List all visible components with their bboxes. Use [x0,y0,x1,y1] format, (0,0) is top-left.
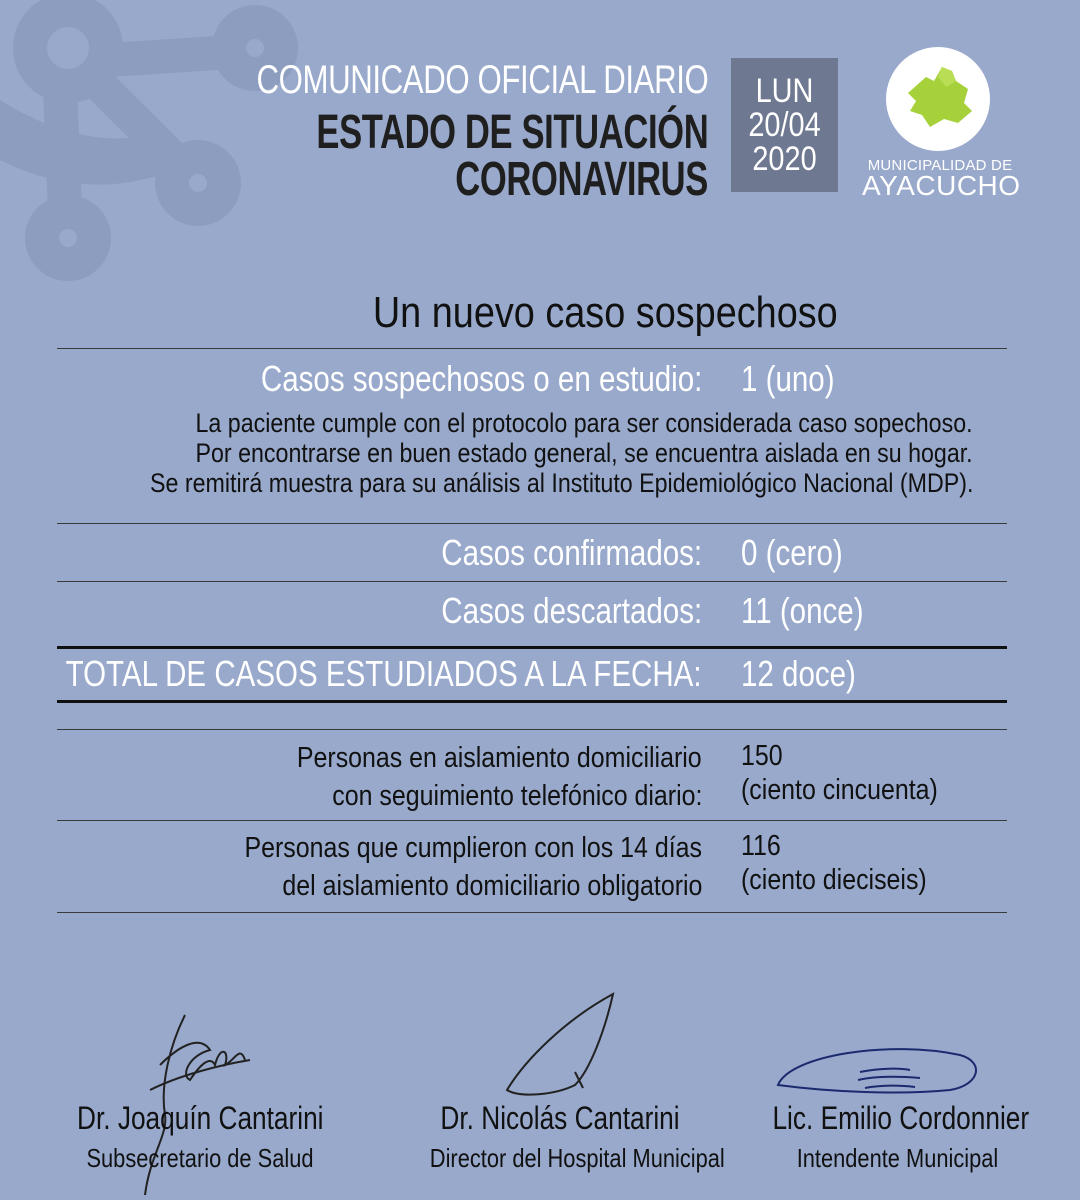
signature-block [50,1100,350,1174]
discarded-value: 11 (once) [741,590,864,631]
isolation-label-line1: Personas en aislamiento domiciliario [297,742,702,774]
isolation-label-line2: con seguimiento telefónico diario: [331,780,702,812]
total-label: TOTAL DE CASOS ESTUDIADOS A LA FECHA: [66,653,702,694]
divider [57,729,1007,730]
municipality-name: AYACUCHO [862,170,1021,201]
header-title-line1: ESTADO DE SITUACIÓN [316,106,708,159]
divider [57,820,1007,821]
discarded-label: Casos descartados: [441,590,702,631]
virus-decoration-icon [0,0,320,300]
signature-block [405,1100,725,1174]
signature-icon [495,990,625,1105]
suspect-description-line3: Se remitirá muestra para su análisis al Instituto Epidemiológico Nacional (MDP). [149,468,973,498]
suspect-value: 1 (uno) [741,358,835,399]
page-title [0,288,1080,338]
divider [57,348,1007,349]
date-day: LUN [755,72,814,110]
signatory-name: Lic. Emilio Cordonnier [772,1100,1030,1136]
municipality-label: MUNICIPALIDAD DE [867,157,1013,174]
completed-value: 116 [741,830,781,862]
header-subtitle: COMUNICADO OFICIAL DIARIO [256,58,708,102]
confirmed-label: Casos confirmados: [441,532,702,573]
date-year: 2020 [752,140,817,178]
page-title-text: Un nuevo caso sospechoso [372,288,838,337]
date-badge [731,58,838,192]
completed-value-words: (ciento dieciseis) [741,864,927,896]
divider-thick [57,646,1007,649]
divider [57,523,1007,524]
signatory-name: Dr. Joaquín Cantarini [77,1100,324,1136]
date-daymonth: 20/04 [748,106,821,144]
divider [57,581,1007,582]
suspect-label: Casos sospechosos o en estudio: [260,358,702,399]
signature-icon [770,1040,985,1100]
ayacucho-map-icon [886,47,990,151]
suspect-description-line1: La paciente cumple con el protocolo para ser considerada caso sopechoso. [195,408,973,438]
completed-label-line1: Personas que cumplieron con los 14 días [244,832,702,864]
divider [57,912,1007,913]
isolation-value: 150 [741,740,783,772]
signature-block [745,1100,1050,1174]
total-value: 12 doce) [741,653,856,694]
municipal-logo [886,47,990,151]
signatory-role: Intendente Municipal [796,1143,999,1173]
signatory-role: Subsecretario de Salud [86,1143,314,1173]
signatory-name: Dr. Nicolás Cantarini [440,1100,680,1136]
divider-thick [57,700,1007,703]
signatory-role: Director del Hospital Municipal [429,1143,725,1173]
confirmed-value: 0 (cero) [741,532,843,573]
suspect-description-line2: Por encontrarse en buen estado general, se encuentra aislada en su hogar. [195,438,973,468]
isolation-value-words: (ciento cincuenta) [741,774,938,806]
completed-label-line2: del aislamiento domiciliario obligatorio [281,870,702,902]
header-title-line2: CORONAVIRUS [455,153,708,206]
